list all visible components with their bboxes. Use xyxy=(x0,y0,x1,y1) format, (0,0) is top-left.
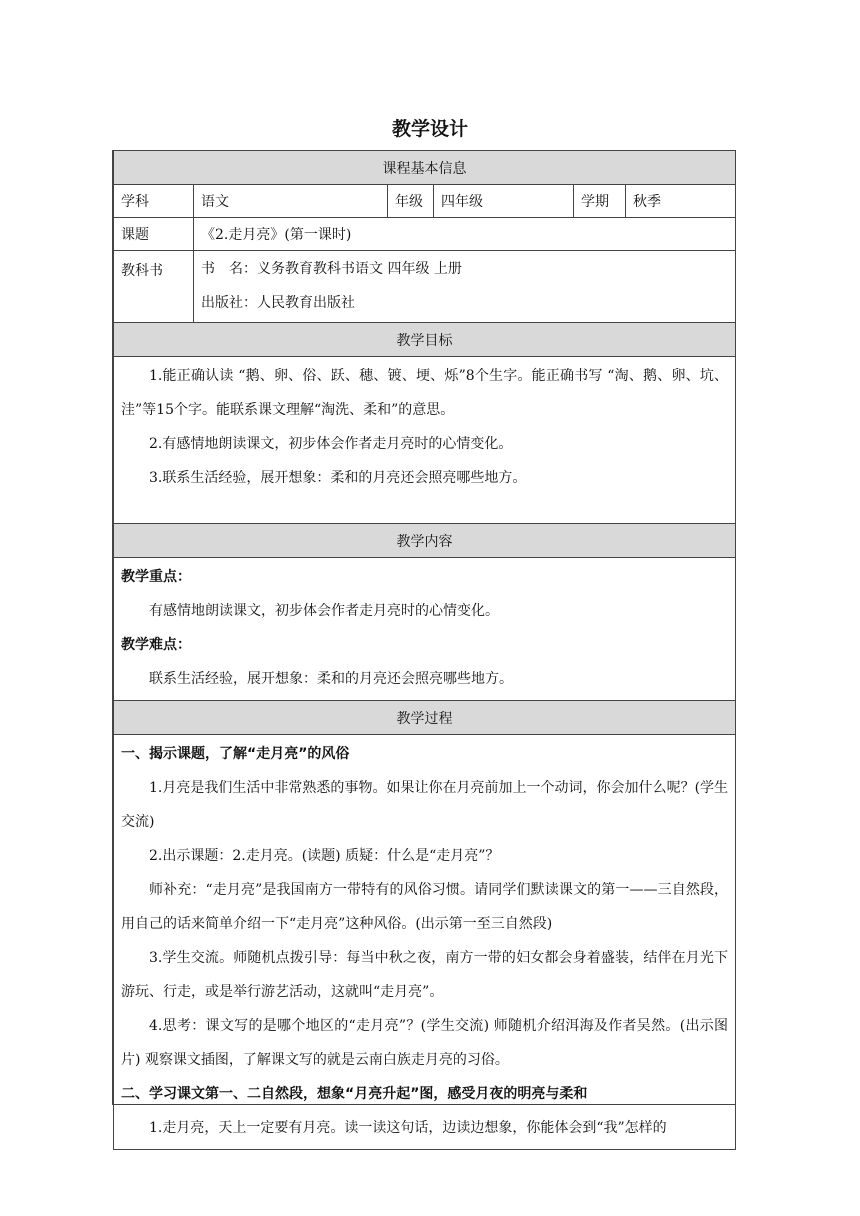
subject-value: 语文 xyxy=(194,185,388,218)
process-paragraph: 师补充：“走月亮”是我国南方一带特有的风俗习惯。请同学们默读课文的第一——三自然段，用自己的话来简单介绍一下“走月亮”这种风俗。(出示第一至三自然段) xyxy=(121,882,729,932)
process-paragraph: 1.走月亮，天上一定要有月亮。读一读这句话，边读边想象，你能体会到“我”怎样的 xyxy=(149,1120,667,1136)
process-header: 教学过程 xyxy=(114,701,736,735)
goal-item: 1.能正确认读 “鹅、卵、俗、跃、穗、镀、埂、烁”8个生字。能正确书写 “淘、鹅、卵、坑、洼”等15个字。能联系课文理解“淘洗、柔和”的意思。 xyxy=(121,368,729,418)
lesson-table-frame xyxy=(112,150,736,1136)
process-body xyxy=(114,735,736,1150)
book-publisher: 出版社：人民教育出版社 xyxy=(201,295,355,311)
grade-label: 年级 xyxy=(388,185,434,218)
subject-label: 学科 xyxy=(114,185,194,218)
basic-info-header: 课程基本信息 xyxy=(114,151,736,185)
content-header: 教学内容 xyxy=(114,524,736,558)
goals-body xyxy=(114,357,736,524)
lesson-table xyxy=(113,150,736,1150)
topic-label: 课题 xyxy=(114,218,194,251)
key-point-label: 教学重点： xyxy=(121,569,191,585)
difficulty-label: 教学难点： xyxy=(121,637,191,653)
process-section-title: 一、揭示课题，了解“走月亮”的风俗 xyxy=(121,746,350,762)
process-paragraph: 2.出示课题：2.走月亮。(读题) 质疑：什么是“走月亮”？ xyxy=(149,848,500,864)
term-label: 学期 xyxy=(574,185,626,218)
term-value: 秋季 xyxy=(626,185,736,218)
goals-header: 教学目标 xyxy=(114,323,736,357)
textbook-info xyxy=(194,251,736,323)
document-title: 教学设计 xyxy=(391,118,468,140)
book-name: 书 名：义务教育教科书语文 四年级 上册 xyxy=(201,261,462,277)
content-body xyxy=(114,558,736,701)
process-paragraph: 1.月亮是我们生活中非常熟悉的事物。如果让你在月亮前加上一个动词，你会加什么呢？(学生交流) xyxy=(121,780,729,830)
textbook-label: 教科书 xyxy=(114,251,194,323)
page-bottom-rule xyxy=(112,1104,736,1105)
process-section-title: 二、学习课文第一、二自然段，想象“月亮升起”图，感受月夜的明亮与柔和 xyxy=(121,1086,588,1102)
process-paragraph: 3.学生交流。师随机点拨引导：每当中秋之夜，南方一带的妇女都会身着盛装，结伴在月光下游玩、行走，或是举行游艺活动，这就叫“走月亮”。 xyxy=(121,950,729,1000)
goal-item: 2.有感情地朗读课文，初步体会作者走月亮时的心情变化。 xyxy=(149,436,513,452)
difficulty-text: 联系生活经验，展开想象：柔和的月亮还会照亮哪些地方。 xyxy=(149,671,513,687)
topic-value: 《2.走月亮》(第一课时) xyxy=(194,218,736,251)
goal-item: 3.联系生活经验，展开想象：柔和的月亮还会照亮哪些地方。 xyxy=(149,470,527,486)
process-paragraph: 4.思考：课文写的是哪个地区的“走月亮”？(学生交流) 师随机介绍洱海及作者吴然。(出示图片) 观察课文插图，了解课文写的就是云南白族走月亮的习俗。 xyxy=(121,1018,729,1068)
grade-value: 四年级 xyxy=(434,185,574,218)
key-point-text: 有感情地朗读课文，初步体会作者走月亮时的心情变化。 xyxy=(149,603,499,619)
